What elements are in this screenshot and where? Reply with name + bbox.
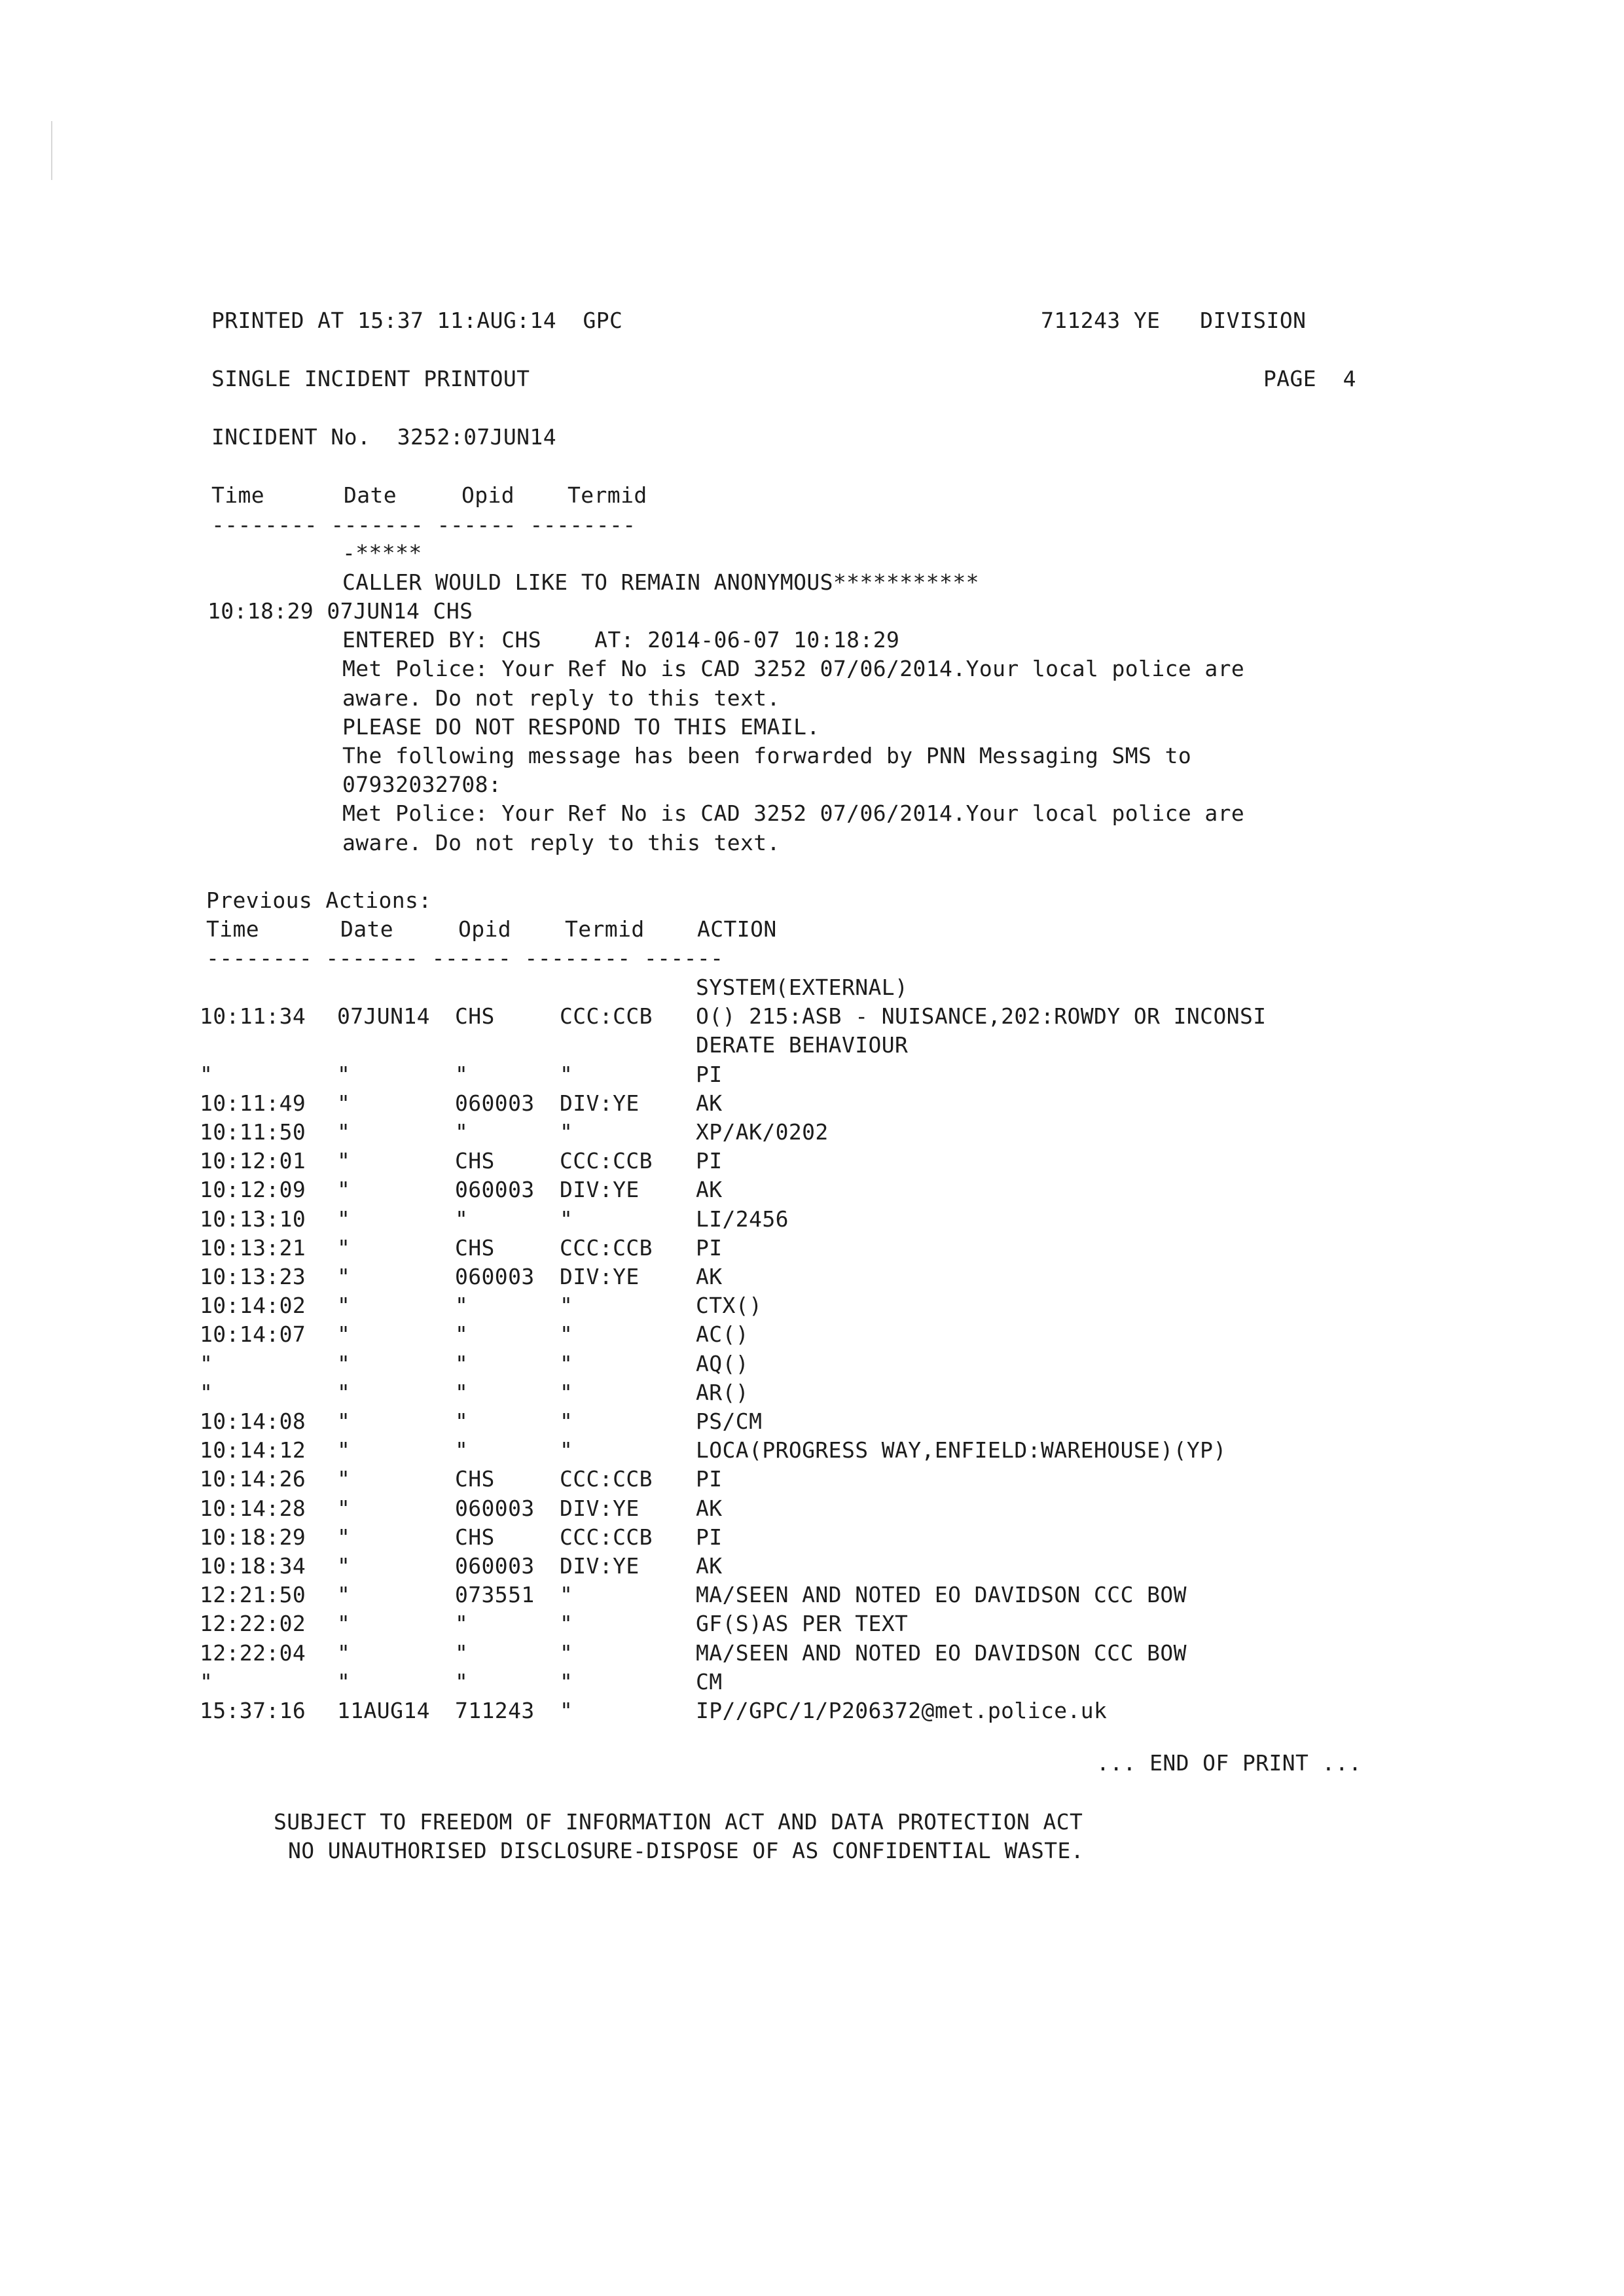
action-row-termid: CCC:CCB	[560, 1234, 653, 1261]
action-row-action: MA/SEEN AND NOTED EO DAVIDSON CCC BOW	[696, 1640, 1187, 1666]
actions-header-date: Date	[340, 916, 394, 942]
action-row-action: PI	[696, 1524, 723, 1550]
actions-header-opid: Opid	[458, 916, 512, 942]
narrative-line: The following message has been forwarded by PNN Messaging SMS to	[342, 743, 1192, 768]
action-row-termid: "	[560, 1668, 573, 1695]
action-row-action: AK	[696, 1090, 723, 1116]
actions-header-termid: Termid	[565, 916, 645, 942]
action-row-date: "	[337, 1495, 351, 1521]
action-row-time: 10:11:34	[200, 1003, 306, 1030]
action-row-date: "	[337, 1668, 351, 1695]
action-row-time: 12:21:50	[200, 1582, 306, 1608]
action-row-termid: "	[560, 1582, 573, 1608]
action-row-action: DERATE BEHAVIOUR	[696, 1032, 909, 1058]
action-row-time: 10:13:21	[200, 1234, 306, 1261]
action-row-date: "	[337, 1350, 351, 1376]
action-row-action: PI	[696, 1234, 723, 1261]
action-row-action: PI	[696, 1061, 723, 1087]
action-row-action: PI	[696, 1466, 723, 1492]
action-row-action: AR()	[696, 1379, 749, 1405]
action-row-action: O() 215:ASB - NUISANCE,202:ROWDY OR INCONSI	[696, 1003, 1267, 1030]
action-row-termid: "	[560, 1206, 573, 1232]
action-row-termid: DIV:YE	[560, 1553, 640, 1579]
action-row-termid: DIV:YE	[560, 1264, 640, 1289]
action-row-opid: 060003	[455, 1264, 535, 1289]
action-row-action: AK	[696, 1553, 723, 1579]
action-row-time: 12:22:04	[200, 1640, 306, 1666]
action-row-termid: "	[560, 1119, 573, 1145]
action-row-termid: DIV:YE	[560, 1495, 640, 1521]
action-row-time: 10:14:08	[200, 1408, 306, 1434]
narrative-line: CALLER WOULD LIKE TO REMAIN ANONYMOUS***********	[342, 569, 979, 595]
action-row-date: 07JUN14	[337, 1003, 430, 1030]
action-row-date: "	[337, 1148, 351, 1174]
narrative-line: -*****	[342, 540, 422, 565]
action-row-opid: "	[455, 1408, 469, 1434]
confidentiality-notice-line-2: NO UNAUTHORISED DISCLOSURE-DISPOSE OF AS CONFIDENTIAL WASTE.	[288, 1838, 1085, 1863]
top-header-time: Time	[211, 482, 265, 508]
action-row-opid: 711243	[455, 1698, 535, 1723]
action-row-date: "	[337, 1437, 351, 1463]
narrative-entry-line: 10:18:29 07JUN14 CHS	[208, 598, 473, 624]
incident-number: INCIDENT No. 3252:07JUN14	[211, 424, 556, 450]
action-row-action: CTX()	[696, 1293, 763, 1319]
action-row-opid: CHS	[455, 1234, 495, 1261]
action-row-date: "	[337, 1611, 351, 1637]
action-row-action: AC()	[696, 1321, 749, 1348]
action-row-date: 11AUG14	[337, 1698, 430, 1723]
action-row-opid: "	[455, 1321, 469, 1348]
action-row-action: PS/CM	[696, 1408, 763, 1434]
action-row-opid: "	[455, 1640, 469, 1666]
previous-actions-title: Previous Actions:	[206, 888, 432, 913]
narrative-line: PLEASE DO NOT RESPOND TO THIS EMAIL.	[342, 714, 820, 740]
action-row-date: "	[337, 1090, 351, 1116]
action-row-action: SYSTEM(EXTERNAL)	[696, 975, 909, 1000]
action-row-time: "	[200, 1379, 213, 1405]
printed-at-line: PRINTED AT 15:37 11:AUG:14 GPC	[211, 308, 623, 333]
action-row-time: 10:14:28	[200, 1495, 306, 1521]
action-row-opid: CHS	[455, 1466, 495, 1492]
action-row-opid: 060003	[455, 1495, 535, 1521]
narrative-line: Met Police: Your Ref No is CAD 3252 07/06/2014.Your local police are	[342, 800, 1245, 826]
action-row-time: 10:13:23	[200, 1264, 306, 1289]
action-row-termid: "	[560, 1640, 573, 1666]
action-row-opid: CHS	[455, 1524, 495, 1550]
action-row-opid: 073551	[455, 1582, 535, 1608]
confidentiality-notice-line-1: SUBJECT TO FREEDOM OF INFORMATION ACT AND DATA PROTECTION ACT	[274, 1809, 1083, 1835]
action-row-date: "	[337, 1640, 351, 1666]
action-row-opid: "	[455, 1437, 469, 1463]
action-row-date: "	[337, 1061, 351, 1087]
narrative-line: 07932032708:	[342, 772, 502, 797]
action-row-termid: CCC:CCB	[560, 1148, 653, 1174]
action-row-opid: "	[455, 1119, 469, 1145]
action-row-action: CM	[696, 1668, 723, 1695]
action-row-date: "	[337, 1177, 351, 1203]
page-number: PAGE 4	[1263, 366, 1356, 391]
action-row-action: AK	[696, 1264, 723, 1289]
scan-margin-mark	[51, 121, 52, 180]
narrative-line: ENTERED BY: CHS AT: 2014-06-07 10:18:29	[342, 627, 900, 653]
action-row-time: 12:22:02	[200, 1611, 306, 1637]
action-row-action: AK	[696, 1495, 723, 1521]
action-row-time: 10:11:50	[200, 1119, 306, 1145]
action-row-date: "	[337, 1379, 351, 1405]
action-row-date: "	[337, 1119, 351, 1145]
action-row-opid: "	[455, 1350, 469, 1376]
action-row-time: 10:18:29	[200, 1524, 306, 1550]
top-header-divider: -------- ------- ------ --------	[211, 512, 636, 537]
action-row-time: "	[200, 1061, 213, 1087]
action-row-action: LOCA(PROGRESS WAY,ENFIELD:WAREHOUSE)(YP)	[696, 1437, 1227, 1463]
action-row-date: "	[337, 1553, 351, 1579]
action-row-termid: DIV:YE	[560, 1090, 640, 1116]
action-row-opid: "	[455, 1061, 469, 1087]
document-title: SINGLE INCIDENT PRINTOUT	[211, 366, 530, 391]
action-row-date: "	[337, 1582, 351, 1608]
action-row-time: 15:37:16	[200, 1698, 306, 1723]
action-row-time: "	[200, 1350, 213, 1376]
action-row-opid: 060003	[455, 1090, 535, 1116]
narrative-line: aware. Do not reply to this text.	[342, 830, 780, 855]
action-row-date: "	[337, 1466, 351, 1492]
action-row-time: 10:14:02	[200, 1293, 306, 1319]
narrative-line: aware. Do not reply to this text.	[342, 685, 780, 711]
action-row-opid: "	[455, 1611, 469, 1637]
action-row-opid: "	[455, 1379, 469, 1405]
action-row-time: 10:14:26	[200, 1466, 306, 1492]
action-row-action: PI	[696, 1148, 723, 1174]
end-of-print: ... END OF PRINT ...	[1096, 1750, 1362, 1776]
action-row-time: 10:14:07	[200, 1321, 306, 1348]
action-row-action: XP/AK/0202	[696, 1119, 829, 1145]
action-row-action: LI/2456	[696, 1206, 789, 1232]
action-row-time: 10:14:12	[200, 1437, 306, 1463]
action-row-termid: "	[560, 1437, 573, 1463]
action-row-termid: CCC:CCB	[560, 1466, 653, 1492]
action-row-opid: CHS	[455, 1003, 495, 1030]
action-row-date: "	[337, 1293, 351, 1319]
actions-header-action: ACTION	[697, 916, 777, 942]
action-row-termid: "	[560, 1408, 573, 1434]
action-row-date: "	[337, 1234, 351, 1261]
action-row-time: 10:13:10	[200, 1206, 306, 1232]
actions-header-time: Time	[206, 916, 260, 942]
top-header-termid: Termid	[568, 482, 647, 508]
action-row-date: "	[337, 1524, 351, 1550]
action-row-date: "	[337, 1264, 351, 1289]
action-row-opid: "	[455, 1293, 469, 1319]
action-row-termid: "	[560, 1611, 573, 1637]
action-row-termid: "	[560, 1321, 573, 1348]
action-row-date: "	[337, 1321, 351, 1348]
action-row-action: AQ()	[696, 1350, 749, 1376]
top-header-date: Date	[344, 482, 397, 508]
action-row-time: 10:12:09	[200, 1177, 306, 1203]
action-row-termid: CCC:CCB	[560, 1524, 653, 1550]
action-row-opid: 060003	[455, 1553, 535, 1579]
action-row-opid: CHS	[455, 1148, 495, 1174]
narrative-line: Met Police: Your Ref No is CAD 3252 07/06/2014.Your local police are	[342, 656, 1245, 681]
action-row-time: 10:18:34	[200, 1553, 306, 1579]
action-row-termid: "	[560, 1061, 573, 1087]
action-row-termid: "	[560, 1698, 573, 1723]
action-row-time: 10:12:01	[200, 1148, 306, 1174]
action-row-action: MA/SEEN AND NOTED EO DAVIDSON CCC BOW	[696, 1582, 1187, 1608]
action-row-opid: "	[455, 1668, 469, 1695]
action-row-termid: "	[560, 1350, 573, 1376]
action-row-date: "	[337, 1206, 351, 1232]
action-row-time: 10:11:49	[200, 1090, 306, 1116]
action-row-time: "	[200, 1668, 213, 1695]
actions-header-divider: -------- ------- ------ -------- ------	[206, 945, 724, 971]
action-row-action: AK	[696, 1177, 723, 1203]
action-row-opid: 060003	[455, 1177, 535, 1203]
action-row-action: GF(S)AS PER TEXT	[696, 1611, 909, 1637]
action-row-termid: DIV:YE	[560, 1177, 640, 1203]
action-row-opid: "	[455, 1206, 469, 1232]
division-code: 711243 YE DIVISION	[1041, 308, 1307, 333]
action-row-action: IP//GPC/1/P206372@met.police.uk	[696, 1698, 1108, 1723]
action-row-termid: "	[560, 1379, 573, 1405]
top-header-opid: Opid	[461, 482, 515, 508]
action-row-termid: "	[560, 1293, 573, 1319]
action-row-date: "	[337, 1408, 351, 1434]
action-row-termid: CCC:CCB	[560, 1003, 653, 1030]
